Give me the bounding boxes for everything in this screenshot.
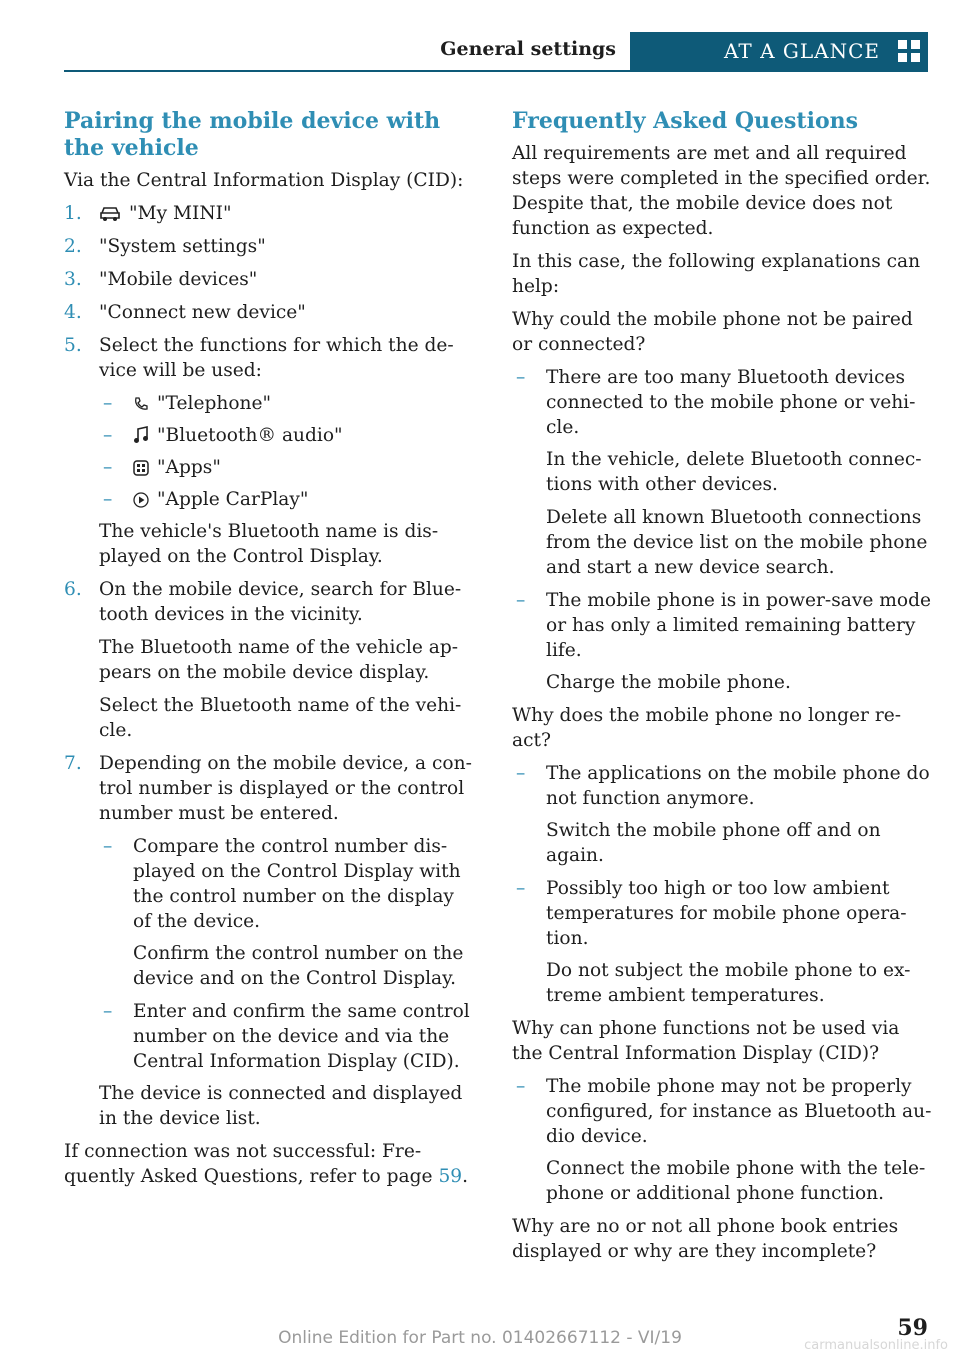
function-telephone: – "Telephone"	[103, 393, 272, 414]
step-2: 2. "System settings"	[64, 236, 266, 257]
page-link[interactable]: 59	[438, 1166, 463, 1187]
answer-1-2: – The mobile phone is in power-save mode or has only a limited remaining battery life. Charge the mobile phone.	[516, 590, 931, 693]
answer-1-1: – There are too many Bluetooth devices connected to the mobile phone or vehi- cle. In the vehicle, delete Bluetooth connec- tions with other devices. Delete all known Bluetooth connections from the device list on the mobile phone and start a new device search.	[516, 367, 928, 578]
closing-paragraph: If connection was not successful: Fre- quently Asked Questions, refer to page 59.	[64, 1141, 469, 1187]
step-3: 3. "Mobile devices"	[64, 269, 258, 290]
car-icon	[99, 206, 121, 222]
faq-intro-2: In this case, the following explanations can help:	[512, 251, 921, 297]
question-2: Why does the mobile phone no longer re- act?	[512, 705, 901, 751]
step-1: 1. "My MINI"	[64, 203, 232, 224]
music-note-icon	[133, 426, 149, 444]
page-header	[64, 32, 928, 72]
step-7-sub-1: – Compare the control number dis- played on the Control Display with the control number on the display of the device. Confirm the control number on the device and on the Control Display.	[103, 836, 464, 989]
question-3: Why can phone functions not be used via the Central Information Display (CID)?	[512, 1018, 900, 1064]
pairing-intro: Via the Central Information Display (CID):	[64, 170, 464, 191]
section-title: General settings	[440, 38, 616, 60]
edition-footer: Online Edition for Part no. 01402667112 - VI/19	[278, 1328, 682, 1348]
answer-2-2: – Possibly too high or too low ambient temperatures for mobile phone opera- tion. Do not subject the mobile phone to ex- treme ambient temperatures.	[516, 878, 911, 1006]
right-column	[512, 108, 932, 1272]
chapter-title: AT A GLANCE	[724, 39, 880, 63]
step-6: 6. On the mobile device, search for Blue- tooth devices in the vicinity. The Bluetooth name of the vehicle ap- pears on the mobile device display. Select the Bluetooth name of the vehi- cle.	[64, 577, 474, 743]
function-bluetooth-audio: – "Bluetooth® audio"	[103, 425, 343, 446]
grid-icon	[898, 40, 920, 62]
telephone-icon	[133, 396, 149, 412]
play-icon	[133, 492, 149, 508]
faq-intro-1: All requirements are met and all required steps were completed in the specified order. Despite that, the mobile device does not function as expected.	[512, 143, 931, 239]
apps-icon	[133, 460, 149, 476]
step-5-note: The vehicle's Bluetooth name is dis- played on the Control Display.	[99, 521, 439, 567]
function-apple-carplay: – "Apple CarPlay"	[103, 489, 309, 510]
question-4: Why are no or not all phone book entries displayed or why are they incomplete?	[512, 1216, 899, 1262]
header-rule	[64, 70, 928, 72]
step-6-note-1: The Bluetooth name of the vehicle ap- pears on the mobile device display.	[99, 637, 459, 683]
step-6-note-2: Select the Bluetooth name of the vehi- cle.	[99, 695, 462, 741]
page-number: 59	[897, 1315, 928, 1341]
step-4: 4. "Connect new device"	[64, 302, 306, 323]
faq-heading: Frequently Asked Questions	[512, 108, 859, 134]
watermark: carmanualsonline.info	[804, 1338, 948, 1353]
step-7: 7. Depending on the mobile device, a con- trol number is displayed or the control number must be entered. – Compare the control number dis- played on the Control Display with the control number on the display of the device. Confirm the control number on the device and on the Control Display. – Enter and confirm the same control number on the device and via the Central Information Display (CID). The device is connected and displayed in the device list.	[64, 751, 474, 1131]
pairing-heading: Pairing the mobile device with the vehicle	[64, 108, 441, 161]
step-7-sub-2: – Enter and confirm the same control number on the device and via the Central Information Display (CID).	[103, 1001, 470, 1072]
question-1: Why could the mobile phone not be paired or connected?	[512, 309, 913, 355]
answer-3-1: – The mobile phone may not be properly configured, for instance as Bluetooth au- dio device. Connect the mobile phone with the tele- phone or additional phone function.	[516, 1076, 932, 1204]
step-7-note: The device is connected and displayed in the device list.	[99, 1083, 463, 1129]
answer-2-1: – The applications on the mobile phone do not function anymore. Switch the mobile phone off and on again.	[516, 763, 930, 866]
function-apps: – "Apps"	[103, 457, 221, 478]
chapter-bar	[630, 32, 928, 72]
step-5: 5. Select the functions for which the de- vice will be used: – "Telephone" – "Bluetooth® audio" – "Apps" – "Apple CarPlay" The vehicle's Bluetooth name is dis- played on the Control Display.	[64, 333, 474, 569]
left-column	[64, 108, 474, 1197]
